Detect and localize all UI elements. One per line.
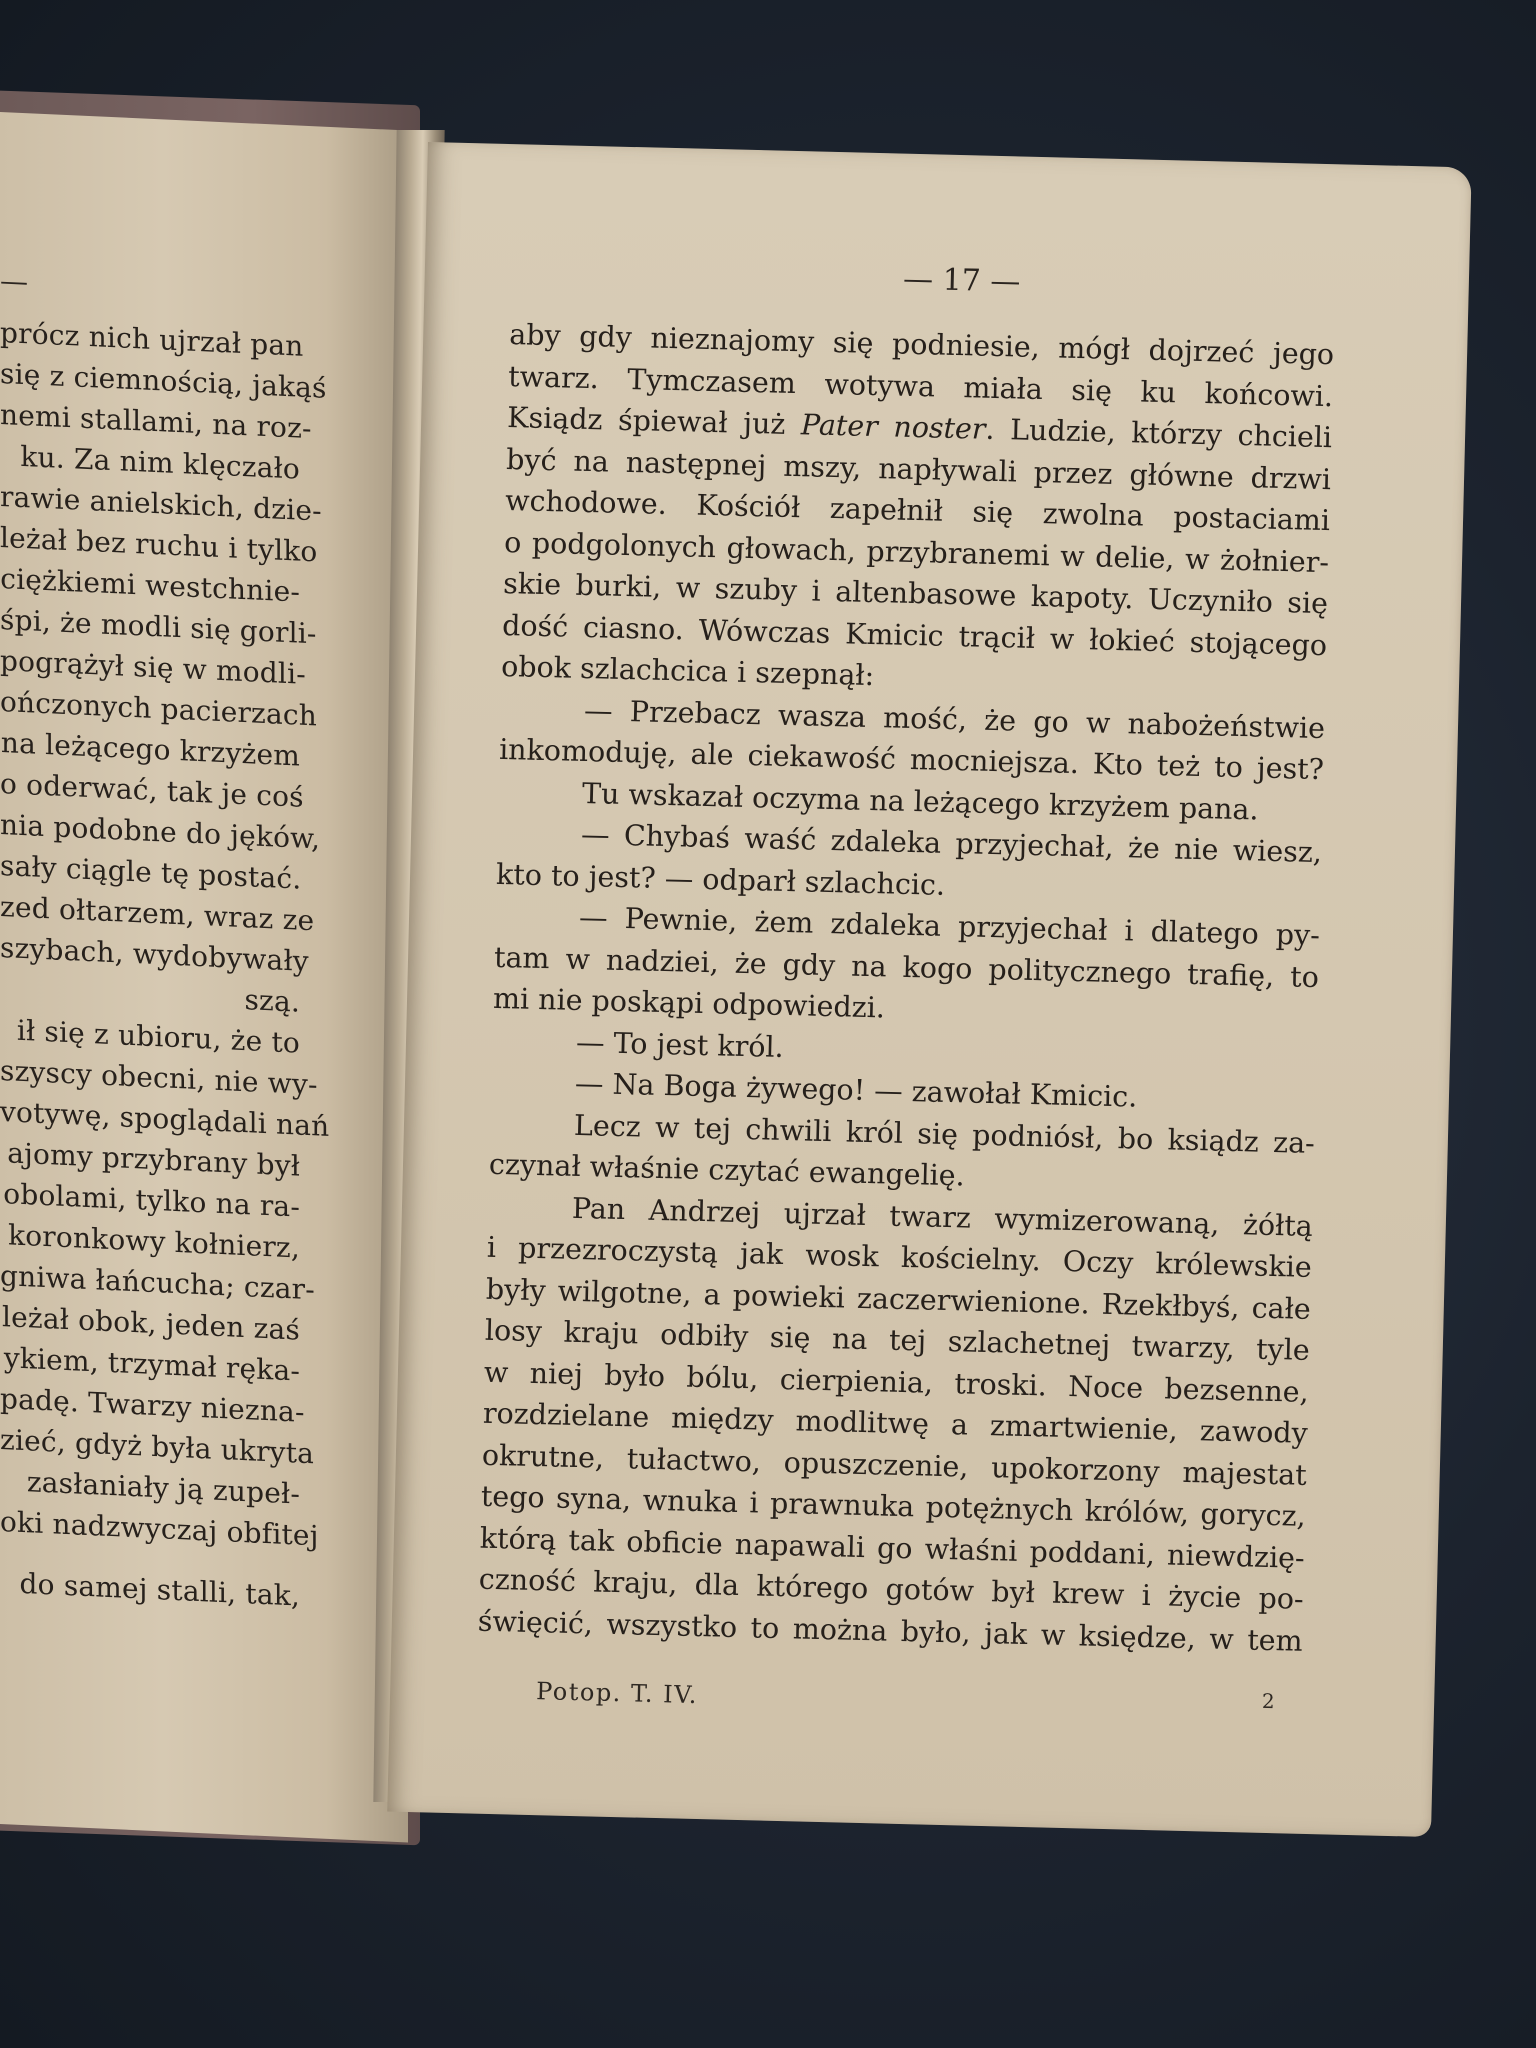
left-page-line: nemi stallami, na roz- — [0, 398, 312, 446]
line-text: obok szlachcica i szepnął: — [500, 649, 875, 693]
left-page-line: ajomy przybrany był — [7, 1136, 300, 1183]
left-page-line: o oderwać, tak je coś — [0, 767, 304, 814]
line-text: rozdzielane między modlitwę a zmartwienie, zawody — [482, 1396, 1309, 1450]
line-text-after: . Ludzie, którzy chcieli — [985, 412, 1333, 455]
left-page-line: ciężkiemi westchnie- — [0, 562, 300, 609]
left-page-line: leżał bez ruchu i tylko — [0, 521, 318, 569]
left-page-line: szyscy obecni, nie wy- — [0, 1054, 318, 1102]
left-page-line: ończonych pacierzach — [0, 685, 318, 733]
left-page-line: do samej stalli, tak, — [19, 1566, 300, 1613]
line-text: mi nie poskąpi odpowiedzi. — [492, 981, 886, 1025]
line-text: święcić, wszystko to można było, jak w księdze, w tem — [477, 1604, 1304, 1658]
left-page-line: ku. Za nim klęczało — [20, 439, 300, 486]
line-text: czynał właśnie czytać ewangelię. — [488, 1147, 966, 1193]
left-page-text — [0, 312, 330, 1617]
line-text: inkomoduję, ale ciekawość mocniejsza. Kto też to jest? — [498, 732, 1325, 787]
line-text: wchodowe. Kościół zapełnił się zwolna postaciami — [504, 483, 1331, 538]
line-text: być na następnej mszy, napływali przez główne drzwi — [505, 442, 1332, 496]
left-page-line: ykiem, trzymał ręka- — [3, 1341, 300, 1388]
left-page-line: zed ołtarzem, wraz ze — [0, 890, 315, 938]
line-text: czność kraju, dla którego gotów był krew i życie po- — [478, 1562, 1305, 1616]
line-text: tego syna, wnuka i prawnuka potężnych królów, gorycz, — [480, 1479, 1307, 1533]
footer-signature: Potop. T. IV. — [535, 1677, 699, 1710]
left-page-line: sały ciągle tę postać. — [0, 849, 302, 896]
line-text: dość ciasno. Wówczas Kmicic trącił w łokieć stojącego — [501, 608, 1328, 662]
left-page-line: koronkowy kołnierz, — [8, 1218, 300, 1265]
line-italic-text: Pater noster — [800, 408, 986, 446]
page-footer — [476, 1676, 1307, 1736]
line-text: losy kraju odbiły się na tej szlachetnej twarzy, tyle — [484, 1313, 1311, 1367]
left-page-line: padę. Twarzy niezna- — [0, 1382, 305, 1429]
line-text: — Na Boga żywego! — zawołał Kmicic. — [574, 1066, 1138, 1114]
left-page-line: zieć, gdyż była ukryta — [0, 1423, 315, 1471]
line-text: twarz. Tymczasem wotywa miała się ku końcowi. — [507, 359, 1334, 413]
line-text: Pan Andrzej ujrzał twarz wymizerowaną, żółtą — [571, 1191, 1314, 1243]
line-text: o podgolonych głowach, przybranemi w delie, w żołnier- — [503, 525, 1330, 579]
line-text: aby gdy nieznajomy się podniesie, mógł dojrzeć jego — [508, 318, 1335, 372]
line-text: którą tak obficie napawali go właśni poddani, niewdzię- — [479, 1521, 1306, 1575]
line-text: kto to jest? — odparł szlachcic. — [495, 857, 946, 902]
left-page-line: gniwa łańcucha; czar- — [0, 1259, 315, 1307]
line-text: — Przebacz wasza mość, że go w nabożeństwie — [583, 693, 1326, 745]
left-page-line: się z ciemnością, jakąś — [0, 357, 327, 405]
left-page-line: pogrążył się w modli- — [0, 644, 306, 691]
line-text: — Chybaś waść zdaleka przyjechał, że nie wiesz, — [580, 817, 1323, 870]
left-page-line: rawie anielskich, dzie- — [0, 480, 322, 528]
left-page-line: leżał obok, jeden zaś — [1, 1300, 300, 1347]
left-page-line: śpi, że modli się gorli- — [0, 603, 317, 651]
footer-sheet-number: 2 — [1261, 1688, 1277, 1714]
line-text: i przezroczystą jak wosk kościelny. Oczy królewskie — [486, 1230, 1313, 1284]
line-text: Lecz w tej chwili król się podniósł, bo ksiądz za- — [573, 1108, 1316, 1160]
page-number: — 17 — — [902, 261, 1021, 300]
line-text: — Pewnie, żem zdaleka przyjechał i dlatego py- — [578, 900, 1321, 953]
line-text: w niej było bólu, cierpienia, troski. Noce bezsenne, — [483, 1355, 1310, 1409]
line-text: Tu wskazał oczyma na leżącego krzyżem pana. — [581, 776, 1259, 826]
line-text: — To jest król. — [575, 1025, 785, 1064]
left-page-line: nia podobne do jęków, — [0, 808, 321, 856]
left-page — [0, 112, 408, 1843]
left-page-line: na leżącego krzyżem — [0, 726, 300, 773]
right-page-text — [477, 314, 1334, 1662]
line-text-before: Ksiądz śpiewał już — [506, 401, 802, 442]
left-page-line: oki nadzwyczaj obfitej — [0, 1505, 319, 1553]
left-page-line: szybach, wydobywały — [0, 931, 309, 979]
line-text: były wilgotne, a powieki zaczerwienione. Rzekłbyś, całe — [485, 1272, 1312, 1326]
left-page-line: ił się z ubioru, że to — [16, 1013, 300, 1060]
line-text: okrutne, tułactwo, opuszczenie, upokorzony majestat — [481, 1438, 1308, 1492]
left-page-line: obolami, tylko na ra- — [3, 1177, 300, 1224]
line-text: skie burki, w szuby i altenbasowe kapoty. Uczyniło się — [502, 566, 1329, 621]
left-page-line: szą. — [244, 983, 300, 1019]
left-page-line: prócz nich ujrzał pan — [0, 316, 304, 363]
right-page — [387, 142, 1471, 1837]
left-page-header-dash: — — [0, 264, 28, 299]
left-page-line: votywę, spoglądali nań — [0, 1095, 330, 1143]
line-text: tam w nadziei, że gdy na kogo politycznego trafię, to — [493, 940, 1320, 994]
left-page-line: zasłaniały ją zupeł- — [26, 1465, 300, 1511]
